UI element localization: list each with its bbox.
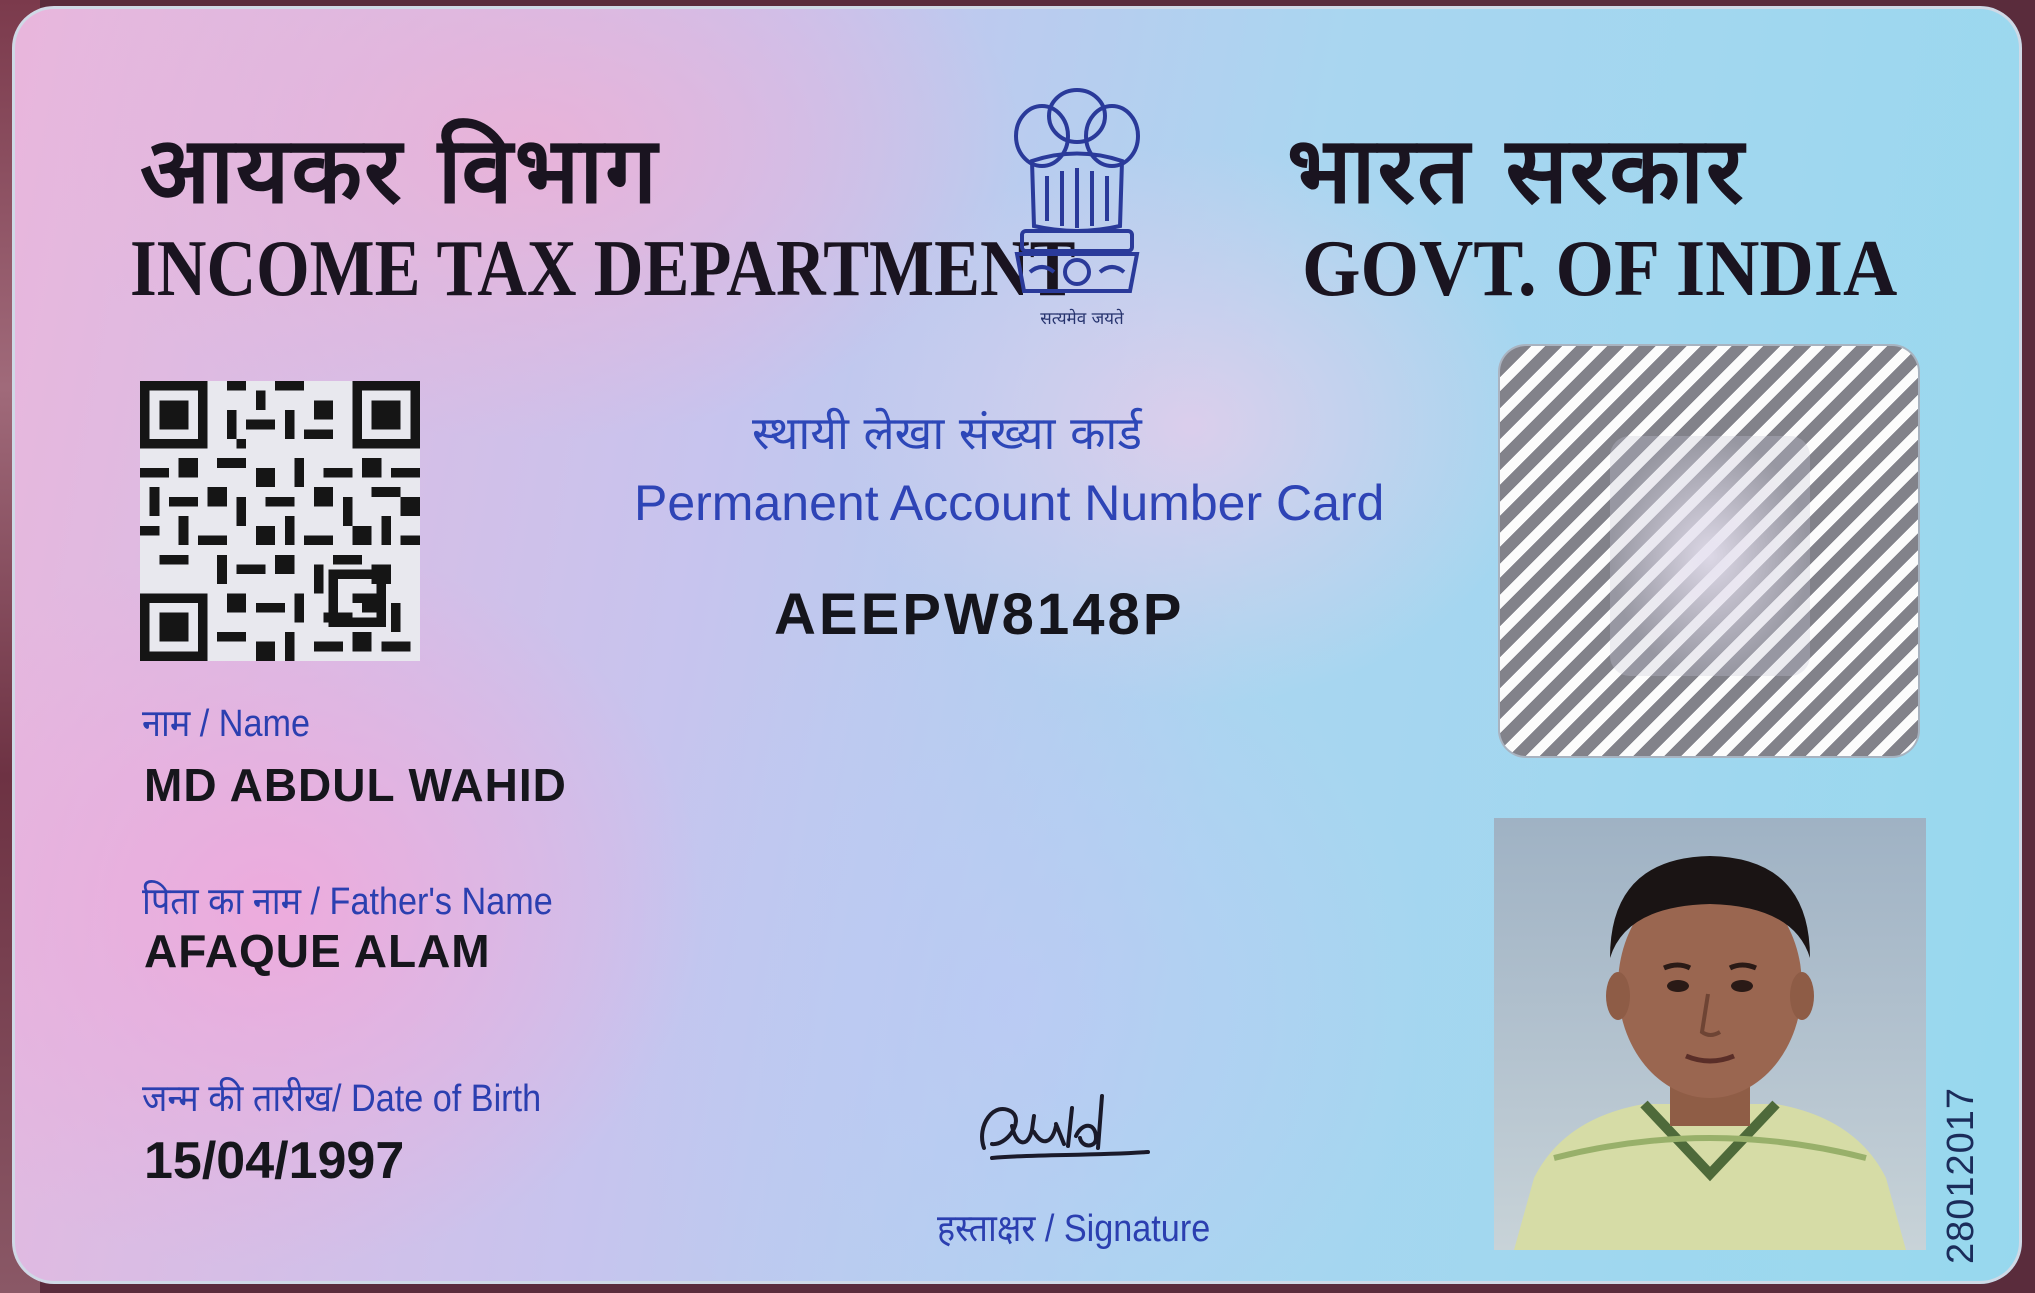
govt-title-english: GOVT. OF INDIA xyxy=(1302,225,1898,313)
pan-number: AEEPW8148P xyxy=(774,582,1185,647)
card-title-english: Permanent Account Number Card xyxy=(634,475,1385,531)
father-name-label: पिता का नाम / Father's Name xyxy=(142,881,553,923)
name-label: नाम / Name xyxy=(142,703,311,745)
qr-code-icon xyxy=(140,381,420,661)
signature-label: हस्ताक्षर / Signature xyxy=(937,1208,1211,1250)
hologram-seal-icon xyxy=(1500,346,1918,756)
dob-label: जन्म की तारीख/ Date of Birth xyxy=(142,1078,542,1120)
photo-portrait xyxy=(1494,818,1926,1250)
pan-card xyxy=(12,6,2022,1284)
ashoka-emblem-icon xyxy=(1002,76,1152,316)
dept-title-hindi: आयकर विभाग xyxy=(140,116,659,224)
card-title-hindi: स्थायी लेखा संख्या कार्ड xyxy=(752,406,1142,460)
dob-value: 15/04/1997 xyxy=(144,1132,405,1190)
dept-title-english: INCOME TAX DEPARTMENT xyxy=(130,225,1076,313)
govt-title-hindi: भारत सरकार xyxy=(1287,116,1746,224)
card-serial-number: 28012017 xyxy=(1940,1086,1982,1264)
emblem-motto: सत्यमेव जयते xyxy=(1040,309,1124,329)
father-name-value: AFAQUE ALAM xyxy=(144,925,491,977)
name-value: MD ABDUL WAHID xyxy=(144,759,567,811)
hologram-emblem xyxy=(1610,436,1810,676)
signature-icon xyxy=(972,1086,1162,1176)
